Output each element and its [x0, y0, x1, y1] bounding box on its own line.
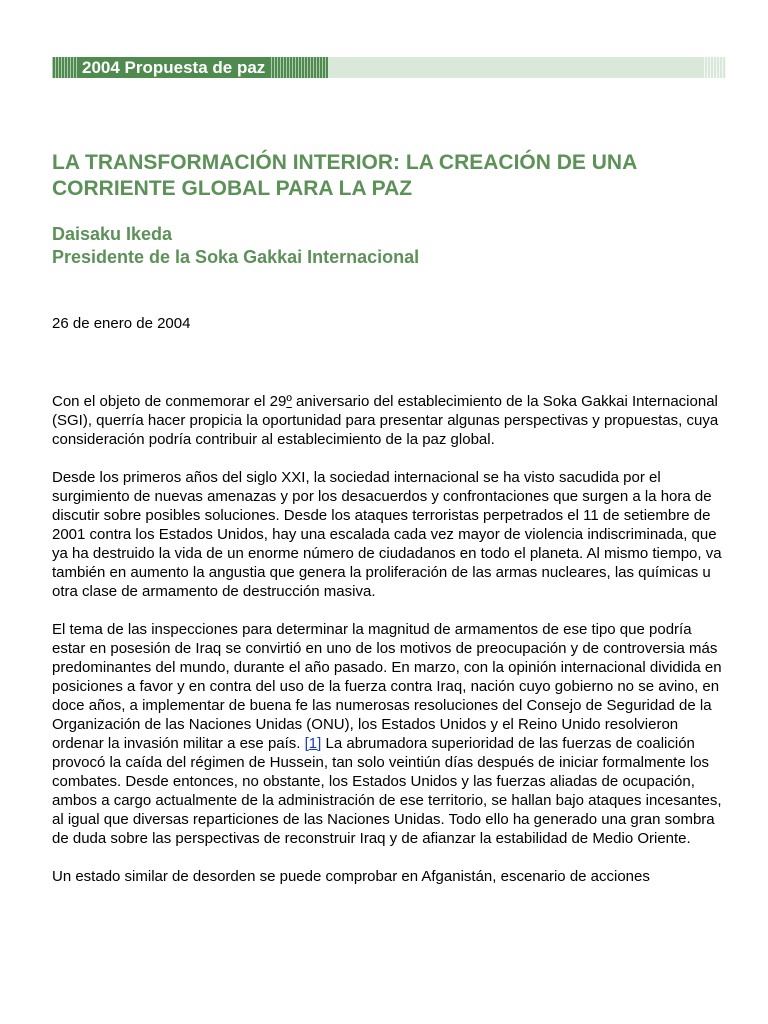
paragraph-1 — [52, 392, 728, 449]
paragraph-3-text-a: El tema de las inspecciones para determinar la magnitud de armamentos de ese tipo que podría estar en posesión de Iraq se convirtió en uno de los motivos de preocupación y de controversia más predominantes del mundo, durante el año pasado. En marzo, con la opinión internacional dividida en posiciones a favor y en contra del uso de la fuerza contra Iraq, nación cuyo gobierno no se avino, en doce años, a implementar de buena fe las numerosas resoluciones del Consejo de Seguridad de la Organización de las Naciones Unidas (ONU), los Estados Unidos y el Reino Unido resolvieron ordenar la invasión militar a ese país. — [52, 621, 722, 752]
paragraph-3-text-b: La abrumadora superioridad de las fuerzas de coalición provocó la caída del régimen de Hussein, tan solo veintiún días después de iniciar formalmente los combates. Desde entonces, no obstante, los Estados Unidos y las fuerzas aliadas de ocupación, ambos a cargo actualmente de la administración de ese territorio, se hallan bajo ataques incesantes, al igual que diversas reparticiones de las Naciones Unidas. Todo ello ha generado una gran sombra de duda sobre las perspectivas de reconstruir Iraq y de afianzar la estabilidad de Medio Oriente. — [52, 735, 722, 847]
paragraph-3 — [52, 620, 728, 848]
paragraph-2: Desde los primeros años del siglo XXI, la sociedad internacional se ha visto sacudida por el surgimiento de nuevas amenazas y por los desacuerdos y confrontaciones que surgen a la hora de discutir sobre posibles soluciones. Desde los ataques terroristas perpetrados el 11 de setiembre de 2001 contra los Estados Unidos, hay una escalada cada vez mayor de violencia indiscriminada, que ya ha destruido la vida de un enorme número de ciudadanos en todo el planeta. Al mismo tiempo, va también en aumento la angustia que genera la proliferación de las armas nucleares, las químicas u otra clase de armamento de destrucción masiva. — [52, 469, 722, 600]
banner-pattern-right — [704, 57, 726, 78]
paragraph-1-text-a: Con el objeto de conmemorar el 29 — [52, 393, 287, 410]
footnote-link-1[interactable]: [1] — [304, 735, 322, 752]
document-body — [52, 392, 728, 905]
paragraph-1-text-b: aniversario del establecimiento de la Soka Gakkai Internacional (SGI), querría hacer propicia la oportunidad para presentar algunas perspectivas y propuestas, cuya consideración podría contribuir al establecimiento de la paz global. — [52, 393, 719, 448]
document-title: LA TRANSFORMACIÓN INTERIOR: LA CREACIÓN DE UNA CORRIENTE GLOBAL PARA LA PAZ — [52, 151, 637, 200]
banner-label: 2004 Propuesta de paz — [78, 57, 269, 78]
document-date: 26 de enero de 2004 — [52, 315, 191, 332]
section-banner — [52, 57, 726, 78]
author-block — [52, 223, 732, 269]
ordinal-indicator: º — [286, 393, 292, 410]
paragraph-4: Un estado similar de desorden se puede comprobar en Afganistán, escenario de acciones — [52, 868, 650, 885]
author-name: Daisaku Ikeda — [52, 224, 173, 244]
author-role: Presidente de la Soka Gakkai Internacional — [52, 247, 420, 267]
